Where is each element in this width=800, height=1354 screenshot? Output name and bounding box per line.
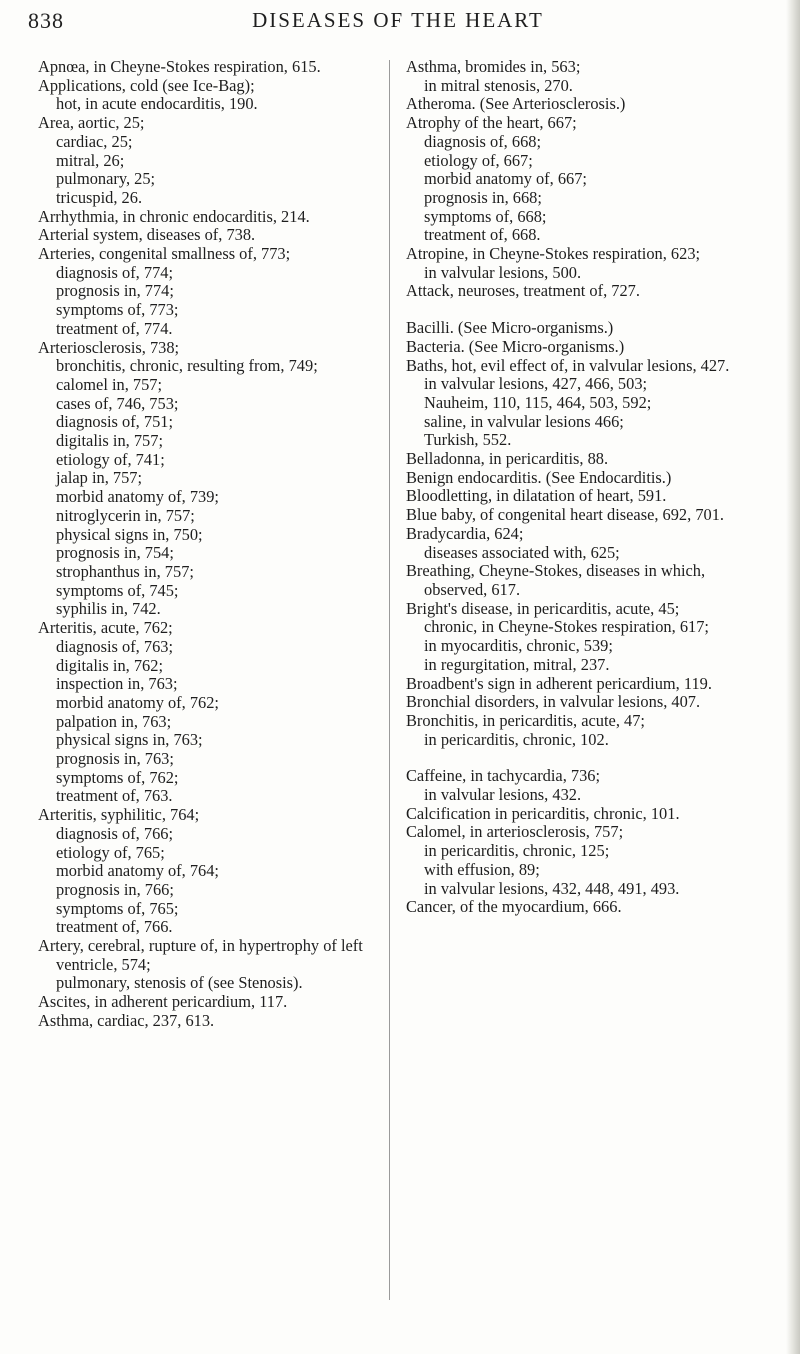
index-entry: Broadbent's sign in adherent pericardium, 119. <box>406 673 712 693</box>
index-subentry: tricuspid, 26. <box>56 187 143 207</box>
index-subentry: cases of, 746, 753; <box>56 393 179 413</box>
index-entry: Atrophy of the heart, 667; <box>406 113 577 133</box>
index-subentry: symptoms of, 765; <box>56 898 179 918</box>
index-entry: Baths, hot, evil effect of, in valvular lesions, 427. <box>406 355 730 375</box>
index-subentry: in pericarditis, chronic, 102. <box>424 729 609 749</box>
index-subentry: inspection in, 763; <box>56 674 178 694</box>
index-subentry: bronchitis, chronic, resulting from, 749; <box>56 356 318 376</box>
index-entry: Area, aortic, 25; <box>38 113 145 133</box>
index-subentry: digitalis in, 757; <box>56 431 163 451</box>
index-subentry: treatment of, 766. <box>56 917 173 937</box>
index-entry: Breathing, Cheyne-Stokes, diseases in which, observed, 617. <box>406 561 706 599</box>
index-subentry: jalap in, 757; <box>56 468 143 488</box>
index-subentry: treatment of, 763. <box>56 786 173 806</box>
index-entry: Apnœa, in Cheyne-Stokes respiration, 615. <box>38 57 321 76</box>
index-subentry: in valvular lesions, 427, 466, 503; <box>424 374 648 394</box>
index-subentry: pulmonary, stenosis of (see Stenosis). <box>56 973 303 993</box>
index-entry: Bradycardia, 624; <box>406 523 524 543</box>
index-subentry: morbid anatomy of, 739; <box>56 487 219 507</box>
index-entry: Belladonna, in pericarditis, 88. <box>406 449 609 469</box>
index-entry: Ascites, in adherent pericardium, 117. <box>38 992 288 1012</box>
index-entry: Asthma, cardiac, 237, 613. <box>38 1010 215 1030</box>
index-subentry: calomel in, 757; <box>56 374 163 394</box>
index-subentry: diagnosis of, 766; <box>56 823 174 843</box>
index-entry: Atropine, in Cheyne-Stokes respiration, 623; <box>406 244 701 264</box>
index-subentry: palpation in, 763; <box>56 711 172 731</box>
index-subentry: diseases associated with, 625; <box>424 542 620 562</box>
index-subentry: strophanthus in, 757; <box>56 561 194 581</box>
index-subentry: Nauheim, 110, 115, 464, 503, 592; <box>424 392 652 412</box>
index-entry: Calomel, in arteriosclerosis, 757; <box>406 822 624 842</box>
index-entry: Artery, cerebral, rupture of, in hypertrophy of left ventricle, 574; <box>38 936 363 974</box>
index-subentry: in valvular lesions, 432, 448, 491, 493. <box>424 878 680 898</box>
index-subentry: saline, in valvular lesions 466; <box>424 411 624 431</box>
index-subentry: symptoms of, 773; <box>56 300 179 320</box>
index-entry: Bright's disease, in pericarditis, acute, 45; <box>406 598 680 618</box>
index-subentry: in regurgitation, mitral, 237. <box>424 654 610 674</box>
index-subentry: physical signs in, 750; <box>56 524 203 544</box>
index-entry: Asthma, bromides in, 563; <box>406 57 581 76</box>
index-entry: Bronchial disorders, in valvular lesions, 407. <box>406 692 701 712</box>
page-header <box>28 8 768 48</box>
index-subentry: physical signs in, 763; <box>56 730 203 750</box>
index-subentry: pulmonary, 25; <box>56 169 156 189</box>
index-subentry: etiology of, 765; <box>56 842 165 862</box>
index-subentry: prognosis in, 668; <box>424 187 542 207</box>
index-entry: Bronchitis, in pericarditis, acute, 47; <box>406 710 645 730</box>
index-entry: Arrhythmia, in chronic endocarditis, 214. <box>38 206 310 226</box>
index-entry: Arteries, congenital smallness of, 773; <box>38 244 291 264</box>
column-divider <box>389 60 390 1300</box>
index-subentry: diagnosis of, 763; <box>56 636 174 656</box>
index-subentry: diagnosis of, 668; <box>424 131 542 151</box>
index-subentry: etiology of, 667; <box>424 150 533 170</box>
index-subentry: hot, in acute endocarditis, 190. <box>56 94 258 114</box>
index-subentry: Turkish, 552. <box>424 430 512 450</box>
index-subentry: etiology of, 741; <box>56 449 165 469</box>
index-entry: Arteriosclerosis, 738; <box>38 337 180 357</box>
index-entry: Blue baby, of congenital heart disease, 692, 701. <box>406 505 725 525</box>
index-subentry: digitalis in, 762; <box>56 655 163 675</box>
index-entry: Cancer, of the myocardium, 666. <box>406 897 622 917</box>
index-subentry: in valvular lesions, 500. <box>424 262 582 282</box>
index-subentry: symptoms of, 762; <box>56 767 179 787</box>
index-subentry: morbid anatomy of, 762; <box>56 692 219 712</box>
index-entry: Bloodletting, in dilatation of heart, 591. <box>406 486 667 506</box>
index-entry: Applications, cold (see Ice-Bag); <box>38 75 255 95</box>
index-subentry: with effusion, 89; <box>424 859 540 879</box>
index-subentry: in pericarditis, chronic, 125; <box>424 841 610 861</box>
index-entry: Benign endocarditis. (See Endocarditis.) <box>406 467 672 487</box>
index-subentry: prognosis in, 766; <box>56 879 174 899</box>
index-subentry: diagnosis of, 751; <box>56 412 174 432</box>
index-entry: Caffeine, in tachycardia, 736; <box>406 766 601 786</box>
index-entry: Arterial system, diseases of, 738. <box>38 225 256 245</box>
index-subentry: syphilis in, 742. <box>56 599 161 619</box>
index-entry: Bacteria. (See Micro-organisms.) <box>406 336 625 356</box>
running-title: DISEASES OF THE HEART <box>252 8 544 32</box>
index-subentry: prognosis in, 763; <box>56 749 174 769</box>
index-subentry: prognosis in, 774; <box>56 281 174 301</box>
index-subentry: treatment of, 668. <box>424 225 541 245</box>
index-column-left <box>38 58 383 1031</box>
index-subentry: nitroglycerin in, 757; <box>56 505 195 525</box>
index-subentry: treatment of, 774. <box>56 318 173 338</box>
page-number: 838 <box>28 8 64 33</box>
index-subentry: in myocarditis, chronic, 539; <box>424 636 613 656</box>
index-subentry: in mitral stenosis, 270. <box>424 75 573 95</box>
index-subentry: cardiac, 25; <box>56 131 133 151</box>
index-entry: Calcification in pericarditis, chronic, 101. <box>406 803 680 823</box>
index-entry: Attack, neuroses, treatment of, 727. <box>406 281 640 301</box>
index-entry: Bacilli. (See Micro-organisms.) <box>406 318 614 338</box>
index-subentry: morbid anatomy of, 764; <box>56 861 219 881</box>
index-subentry: diagnosis of, 774; <box>56 262 174 282</box>
index-column-right <box>406 58 751 917</box>
index-entry: Arteritis, syphilitic, 764; <box>38 805 200 825</box>
index-subentry: in valvular lesions, 432. <box>424 785 582 805</box>
index-subentry: chronic, in Cheyne-Stokes respiration, 617; <box>424 617 709 637</box>
index-subentry: symptoms of, 745; <box>56 580 179 600</box>
index-entry: Arteritis, acute, 762; <box>38 618 173 638</box>
index-subentry: symptoms of, 668; <box>424 206 547 226</box>
index-entry: Atheroma. (See Arteriosclerosis.) <box>406 94 626 114</box>
index-subentry: prognosis in, 754; <box>56 543 174 563</box>
page-edge-shadow <box>786 0 800 1354</box>
index-subentry: mitral, 26; <box>56 150 125 170</box>
index-subentry: morbid anatomy of, 667; <box>424 169 587 189</box>
